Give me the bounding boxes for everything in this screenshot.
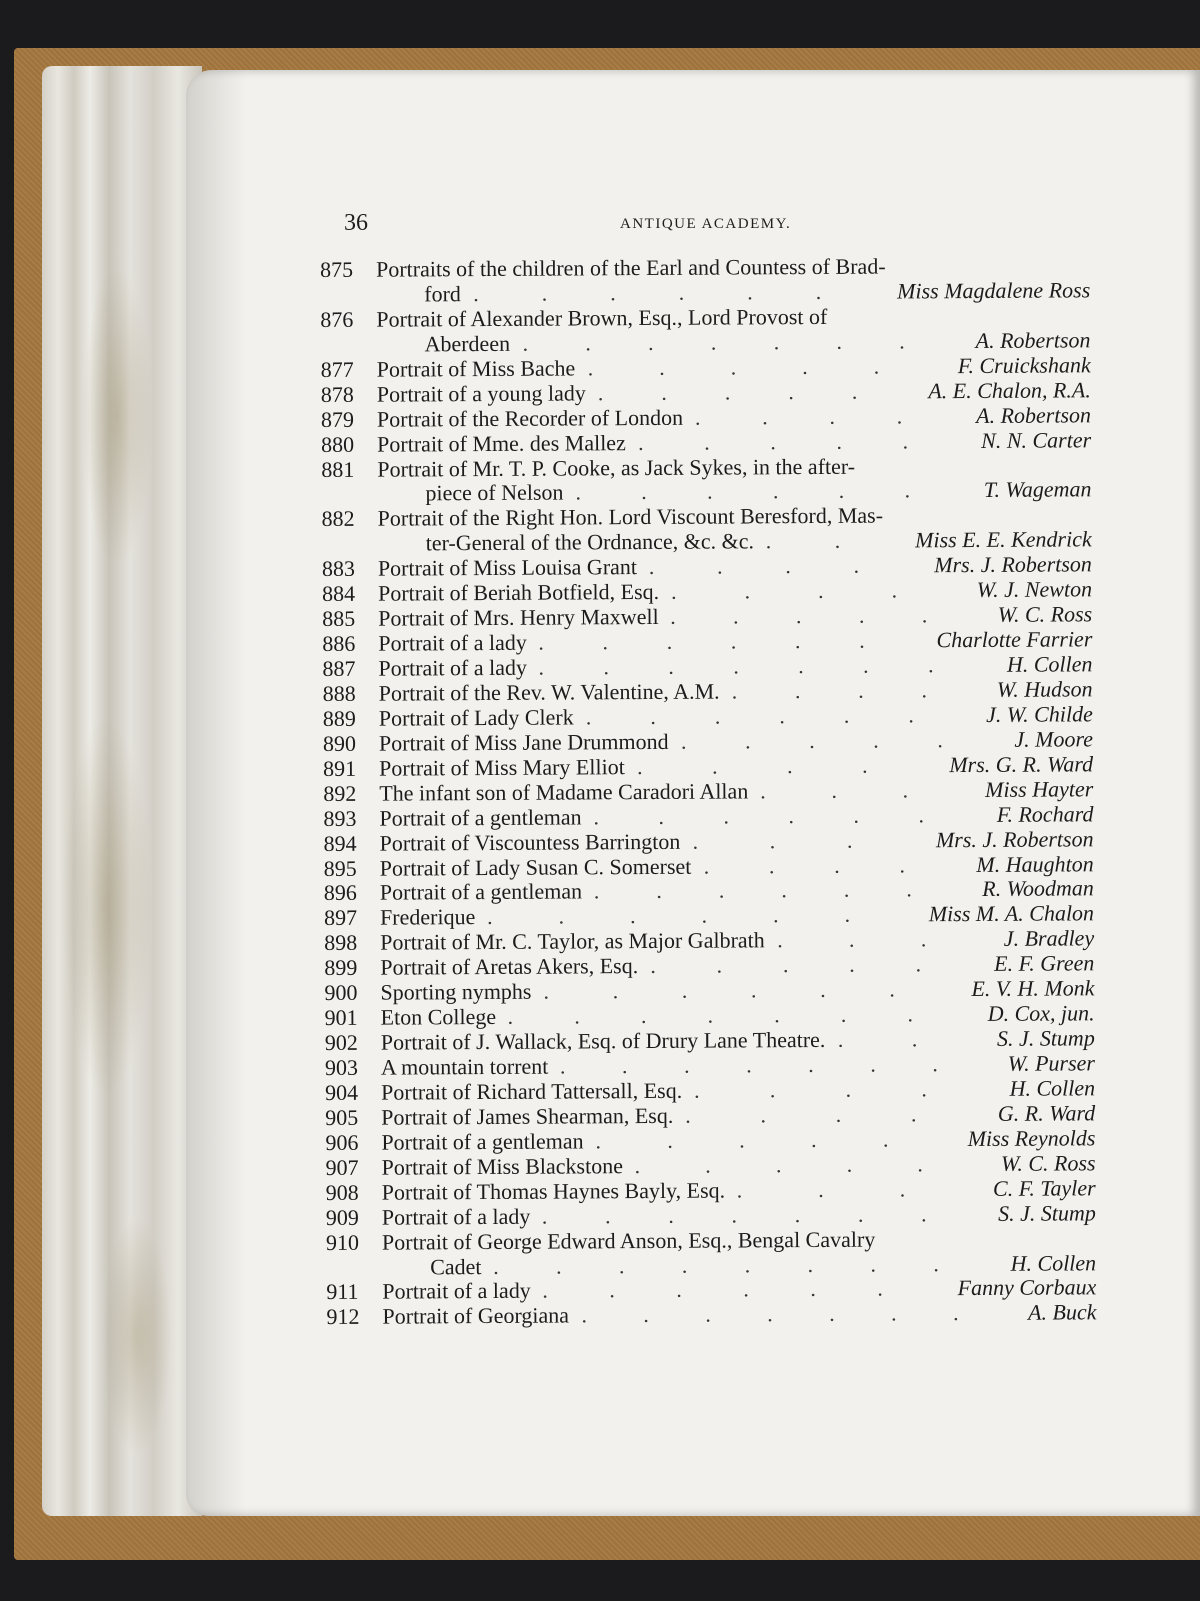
- leader-dots: ..: [837, 1026, 986, 1052]
- entry-title: Portrait of Miss Jane Drummond: [378, 728, 669, 756]
- entry-title: Sporting nymphs: [380, 978, 532, 1005]
- leader-dots: .....: [638, 427, 969, 455]
- entry-number: 894: [323, 830, 357, 856]
- entry-title: Portrait of Richard Tattersall, Esq.: [381, 1077, 683, 1105]
- entry-title: Portrait of James Shearman, Esq.: [381, 1102, 674, 1130]
- entry-artist: Miss Magdalene Ross: [897, 277, 1091, 304]
- entry-number: 897: [323, 905, 358, 931]
- entry-title: Portrait of a gentleman: [379, 878, 583, 906]
- entry-number: 912: [326, 1304, 360, 1330]
- entry-title: Portrait of Miss Mary Elliot: [379, 753, 625, 781]
- entry-artist: Charlotte Farrier: [936, 626, 1093, 653]
- entry-title: Portrait of Alexander Brown, Esq., Lord Provost of: [376, 303, 828, 332]
- entry-number: 905: [325, 1104, 359, 1130]
- leader-dots: ......: [593, 876, 969, 904]
- entry-title: Portrait of Thomas Haynes Bayly, Esq.: [381, 1177, 726, 1205]
- entry-artist: W. Purser: [1007, 1050, 1096, 1076]
- entry-number: 891: [323, 755, 357, 781]
- entry-title: Portrait of a young lady: [376, 380, 586, 407]
- entry-artist: F. Rochard: [996, 800, 1094, 827]
- entry-title-continued: Cadet: [430, 1253, 482, 1279]
- entry-title: Portrait of Mr. C. Taylor, as Major Galbrath: [380, 927, 765, 955]
- leader-dots: ......: [585, 701, 973, 730]
- catalogue-entry: [322, 503, 1092, 558]
- entry-title: Portrait of a gentleman: [379, 804, 582, 831]
- page-number: 36: [344, 210, 368, 236]
- entry-number: 898: [324, 930, 358, 956]
- entry-number: 903: [324, 1054, 359, 1080]
- leader-dots: ....: [703, 851, 965, 879]
- entry-artist: Mrs. J. Robertson: [935, 825, 1094, 852]
- leader-dots: .....: [670, 602, 985, 629]
- catalogue-entry: [321, 453, 1091, 508]
- entry-number: 883: [321, 556, 355, 582]
- entry-artist: S. J. Stump: [998, 1199, 1096, 1226]
- entry-artist: J. Bradley: [1003, 925, 1095, 952]
- entry-artist: Miss Hayter: [985, 775, 1094, 802]
- entry-artist: H. Collen: [1010, 1249, 1097, 1276]
- entry-artist: R. Woodman: [982, 875, 1094, 902]
- entry-number: 884: [321, 580, 356, 607]
- entry-title: Portrait of J. Wallack, Esq. of Drury Lane Theatre.: [380, 1026, 826, 1055]
- leader-dots: .......: [522, 327, 963, 356]
- entry-number: 904: [325, 1079, 359, 1105]
- entry-number: 907: [325, 1154, 359, 1180]
- leader-dots: ...: [736, 1175, 982, 1203]
- entry-title: The infant son of Madame Caradori Allan: [379, 778, 749, 806]
- entry-number: 899: [324, 955, 358, 981]
- entry-title: Portrait of Lady Clerk: [378, 704, 574, 731]
- leader-dots: .......: [507, 1001, 975, 1029]
- entry-artist: A. Robertson: [976, 401, 1092, 428]
- catalogue-entry: [326, 1226, 1096, 1281]
- entry-number: 890: [322, 730, 357, 756]
- leader-dots: ......: [538, 627, 924, 655]
- entry-artist: A. E. Chalon, R.A.: [928, 376, 1091, 403]
- entry-artist: M. Haughton: [976, 850, 1094, 877]
- entry-number: 911: [326, 1279, 359, 1305]
- entry-artist: J. Moore: [1014, 726, 1094, 752]
- entry-title: Portrait of Miss Louisa Grant: [377, 554, 638, 581]
- entry-title-continued: Aberdeen: [424, 330, 511, 357]
- leader-dots: ......: [593, 801, 984, 829]
- leader-dots: .....: [597, 378, 916, 405]
- leader-dots: ....: [670, 577, 966, 605]
- entry-number: 908: [325, 1179, 359, 1205]
- entry-artist: W. C. Ross: [1000, 1150, 1096, 1176]
- entry-artist: Miss E. E. Kendrick: [915, 526, 1092, 553]
- entry-title: Portrait of a gentleman: [381, 1128, 584, 1155]
- entry-number: 892: [323, 780, 357, 806]
- entry-title-continued: ford: [424, 281, 461, 307]
- entry-title: Portrait of the Recorder of London: [376, 404, 684, 432]
- leader-dots: ........: [493, 1250, 997, 1279]
- entry-artist: Mrs. J. Robertson: [934, 551, 1092, 578]
- entry-title: Portrait of Miss Blackstone: [381, 1152, 624, 1180]
- page-header: [340, 210, 1090, 240]
- entry-artist: S. J. Stump: [996, 1025, 1095, 1051]
- entry-number: 902: [324, 1029, 358, 1056]
- entry-number: 896: [323, 880, 357, 906]
- running-head: ANTIQUE ACADEMY.: [620, 216, 792, 232]
- leader-dots: .....: [587, 352, 946, 381]
- catalogue-entry: [326, 1301, 1096, 1331]
- leader-dots: ......: [543, 976, 959, 1004]
- entry-title: Portrait of the Rev. W. Valentine, A.M.: [378, 678, 720, 706]
- entry-title-continued: piece of Nelson: [425, 479, 564, 506]
- leader-dots: .....: [650, 951, 982, 979]
- entry-artist: G. R. Ward: [997, 1100, 1096, 1126]
- leader-dots: .......: [541, 1200, 985, 1229]
- entry-number: 880: [321, 431, 355, 457]
- leader-dots: ....: [648, 552, 922, 580]
- leader-dots: .......: [559, 1050, 995, 1079]
- entry-artist: W. J. Newton: [976, 576, 1093, 603]
- entry-title: Portrait of Miss Bache: [376, 355, 576, 382]
- leader-dots: .....: [634, 1150, 989, 1178]
- entry-title: Portrait of a lady: [381, 1203, 531, 1230]
- entry-number: 876: [320, 306, 354, 332]
- entry-title: Frederique: [379, 904, 476, 931]
- leader-dots: ....: [694, 1075, 998, 1103]
- leader-dots: ....: [731, 676, 985, 704]
- entry-line: [326, 1301, 1096, 1331]
- entry-title: Portrait of a lady: [378, 654, 528, 681]
- entry-number: 906: [325, 1129, 359, 1155]
- entry-title: Portrait of Mrs. Henry Maxwell: [378, 604, 659, 631]
- entry-number: 882: [321, 506, 355, 532]
- entry-artist: C. F. Tayler: [992, 1174, 1096, 1201]
- entry-title: Portrait of a lady: [382, 1278, 531, 1305]
- entry-artist: Miss Reynolds: [967, 1125, 1096, 1151]
- entry-number: 889: [322, 705, 356, 731]
- entry-number: 881: [321, 456, 355, 482]
- entry-title: Portrait of a lady: [378, 629, 527, 656]
- entry-title: Portrait of Viscountess Barrington: [379, 828, 681, 856]
- entry-title: Portrait of George Edward Anson, Esq., Bengal Cavalry: [381, 1226, 876, 1255]
- entry-artist: N. N. Carter: [981, 426, 1092, 453]
- entry-number: 885: [322, 605, 356, 632]
- page-edges: [42, 66, 202, 1516]
- entry-artist: F. Cruickshank: [957, 352, 1091, 378]
- leader-dots: ......: [575, 477, 971, 505]
- catalogue-entry: [320, 253, 1090, 308]
- entry-title: Portrait of Aretas Akers, Esq.: [380, 953, 639, 980]
- entry-artist: W. Hudson: [996, 676, 1093, 702]
- leader-dots: ...: [692, 826, 925, 854]
- entry-number: 886: [322, 630, 356, 657]
- entry-title: Portrait of Georgiana: [382, 1302, 570, 1330]
- leader-dots: ....: [637, 751, 938, 779]
- entry-title: Portrait of Mr. T. P. Cooke, as Jack Sykes, in the after-: [377, 453, 856, 482]
- leader-dots: .......: [581, 1300, 1016, 1328]
- entry-number: 888: [322, 680, 356, 706]
- entry-number: 895: [323, 855, 357, 881]
- entry-artist: Miss M. A. Chalon: [928, 900, 1095, 927]
- leader-dots: ......: [486, 901, 917, 930]
- entry-artist: E. F. Green: [994, 950, 1095, 977]
- entry-title: Portrait of Beriah Botfield, Esq.: [377, 579, 660, 606]
- entry-number: 875: [319, 256, 354, 282]
- entry-number: 893: [323, 805, 357, 831]
- leader-dots: ...: [777, 926, 993, 953]
- entry-artist: H. Collen: [1009, 1075, 1096, 1101]
- catalogue-entry: [320, 303, 1090, 358]
- entry-number: 900: [324, 979, 358, 1006]
- entry-artist: T. Wageman: [983, 476, 1092, 503]
- leader-dots: ....: [694, 402, 965, 430]
- entry-number: 879: [320, 406, 355, 432]
- entry-title: Portrait of Mme. des Mallez: [377, 429, 626, 457]
- entry-number: 877: [320, 356, 354, 382]
- entry-title: Portraits of the children of the Earl and Countess of Brad-: [375, 253, 886, 282]
- entry-artist: J. W. Childe: [985, 701, 1093, 727]
- entry-artist: E. V. H. Monk: [971, 975, 1095, 1002]
- entry-artist: Fanny Corbaux: [957, 1274, 1097, 1301]
- entry-number: 909: [325, 1204, 359, 1230]
- entry-number: 901: [324, 1004, 358, 1031]
- entry-artist: A. Robertson: [975, 327, 1091, 353]
- entry-number: 878: [320, 381, 354, 407]
- entry-artist: H. Collen: [1006, 651, 1093, 677]
- entry-artist: A. Buck: [1027, 1299, 1097, 1326]
- leader-dots: ......: [473, 278, 885, 307]
- entry-title: Eton College: [380, 1004, 497, 1030]
- entry-number: 910: [325, 1229, 360, 1255]
- entry-number: 887: [322, 655, 356, 681]
- leader-dots: .......: [538, 651, 994, 680]
- entry-title-continued: ter-General of the Ordnance, &c. &c.: [425, 528, 755, 556]
- leader-dots: ...: [760, 776, 974, 804]
- leader-dots: .....: [595, 1125, 955, 1154]
- leader-dots: ......: [542, 1275, 945, 1304]
- entry-artist: Mrs. G. R. Ward: [949, 751, 1094, 777]
- leader-dots: ....: [685, 1100, 987, 1128]
- catalogue-list: [320, 253, 1097, 1330]
- leader-dots: ..: [765, 527, 904, 554]
- entry-title: Portrait of the Right Hon. Lord Viscount Beresford, Mas-: [377, 502, 884, 532]
- entry-title: Portrait of Lady Susan C. Somerset: [379, 853, 692, 881]
- leader-dots: .....: [680, 726, 1002, 754]
- entry-artist: W. C. Ross: [997, 601, 1093, 627]
- entry-artist: D. Cox, jun.: [987, 1000, 1095, 1027]
- entry-title: A mountain torrent: [380, 1053, 549, 1080]
